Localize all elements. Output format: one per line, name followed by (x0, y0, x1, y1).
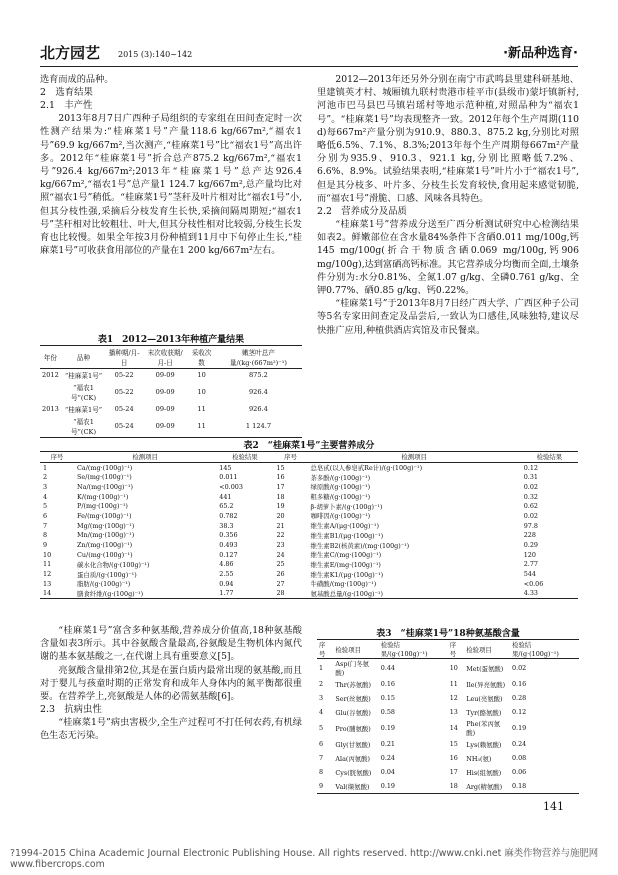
table2-cell: 6 (43, 511, 48, 520)
table2-cell: Se/(mg·(100g)⁻¹) (77, 473, 132, 482)
table3-cell: Cys(胱氨酸) (335, 768, 372, 777)
table3-row (317, 751, 579, 765)
table2-cell: 0.02 (523, 511, 538, 520)
table2-cell: 蛋白质/(g·(100g)⁻¹) (77, 570, 137, 579)
table2-cell: 茶多酚/(g·(100g)⁻¹) (310, 473, 371, 482)
table3-cell: Ala(丙氨酸) (335, 754, 371, 763)
table1-cell: 11 (197, 405, 206, 413)
table3-cell: 13 (449, 708, 458, 716)
left-column-top (40, 73, 302, 257)
table3-row (317, 765, 579, 779)
table3-cell: Arg(精氨酸) (466, 782, 503, 791)
table3-cell: 0.16 (511, 680, 527, 688)
table1-header-cell: 采收次数 (191, 349, 212, 367)
table1-cell: 926.4 (248, 405, 268, 413)
table2-header-cell: 检测项目 (401, 453, 427, 462)
table2-cell: 1.77 (219, 589, 234, 598)
table3-cell: 8 (319, 768, 324, 776)
table3-cell: 17 (449, 768, 458, 776)
table2-cell: 2.77 (523, 560, 538, 569)
table3-cell: 0.28 (511, 694, 527, 702)
table2-cell: 441 (219, 492, 232, 501)
table3-cell: 0.02 (511, 664, 527, 672)
table-2-body (40, 462, 578, 599)
table1-cell: “福农1号”(CK) (70, 418, 97, 436)
table2-cell: 27 (276, 579, 285, 588)
table2-cell: 97.8 (523, 521, 538, 530)
table2-cell: 0.127 (219, 550, 238, 559)
table-3-caption: 表3 “桂麻菜1号”18种氨基酸含量 (376, 629, 520, 639)
table-3 (317, 626, 579, 794)
table2-cell: 0.011 (219, 473, 238, 482)
table1-cell: “福农1号”(CK) (70, 384, 97, 402)
table1-cell: 10 (197, 388, 206, 396)
table2-header-cell: 检测项目 (132, 453, 158, 462)
table2-cell: β-胡萝卜素/(g·(100g)⁻¹) (310, 502, 383, 511)
table1-cell: 05-24 (114, 405, 134, 413)
table3-cell: 0.04 (380, 768, 395, 776)
table1-row (40, 415, 302, 438)
table2-cell: 3 (43, 482, 48, 491)
table3-cell: Val(缬氨酸) (335, 782, 370, 791)
table2-cell: 牛磺酸/(mg·(100g)⁻¹) (310, 580, 377, 589)
table3-cell: 6 (319, 740, 324, 748)
table3-cell: 0.15 (380, 694, 395, 702)
table1-cell: “桂麻菜1号” (64, 406, 103, 414)
table2-header-cell: 检验结果 (536, 453, 563, 462)
table1-cell: 2013 (42, 405, 59, 413)
table2-cell: 7 (43, 521, 48, 530)
table2-cell: Mg/(mg·(100g)⁻¹) (77, 521, 135, 530)
table3-cell: 15 (449, 740, 458, 748)
table2-cell: Zn/(mg·(100g)⁻¹) (77, 541, 133, 550)
table-1-body (40, 369, 302, 438)
table2-cell: 维生素B1/(μg·(100g)⁻¹) (310, 531, 384, 540)
journal-title: 北方园艺 (40, 44, 101, 62)
table1-header-cell: 播种期/月-日 (108, 349, 140, 367)
table2-cell: 0.12 (523, 463, 538, 472)
table2-header-cell: 序号 (284, 453, 297, 462)
citation: 2015 (3):140~142 (118, 50, 193, 59)
table2-cell: 绿原酸/(g·(100g)⁻¹) (310, 483, 371, 492)
table2-header-cell: 检验结果 (232, 453, 258, 462)
table2-row (40, 521, 578, 531)
table2-cell: Ca/(mg·(100g)⁻¹) (77, 463, 133, 472)
table2-cell: 维生素C/(mg·(100g)⁻¹) (310, 551, 382, 560)
table3-cell: 0.16 (380, 680, 395, 688)
table-1-header-row (40, 346, 302, 369)
table2-cell: 11 (43, 560, 52, 569)
intro-text: 选育而成的品种。 (40, 74, 114, 85)
table3-cell: 0.24 (380, 754, 395, 762)
table-3-header-row (317, 640, 579, 659)
table2-cell: 4.86 (219, 560, 234, 569)
table2-cell: 0.32 (523, 492, 538, 501)
table2-cell: 0.29 (523, 541, 538, 550)
table3-cell: Asp(门冬氨酸) (335, 660, 370, 677)
table3-cell: Thr(苏氨酸) (335, 680, 372, 689)
table-2-grid (40, 451, 578, 599)
table3-cell: 0.19 (380, 782, 395, 790)
table1-row (40, 403, 302, 415)
table2-cell: 8 (43, 531, 48, 540)
table1-header-cell: 嫩茎叶总产量/(kg·(667m²)⁻¹) (229, 349, 287, 367)
table2-cell: 2.55 (219, 570, 234, 579)
page-number: 141 (543, 800, 564, 813)
table3-cell: Ile(异亮氨酸) (466, 680, 506, 689)
table-2-caption: 表2 “桂麻菜1号”主要营养成分 (243, 441, 375, 451)
table1-cell: “桂麻菜1号” (64, 372, 103, 380)
right-paragraph-1: 2012—2013年还另外分别在南宁市武鸣县里建科研基地、里建镇英才村、城厢镇九联村贵港市桂平市(县级市)蒙圩镇新村,河池市巴马县巴马镇岩瑶村等地示范种植,对照品种为“福农1号”。“桂麻菜1号”均表现整齐一致。2012年每个生产周期(110 d)每667m²产量分别为910.9、880.3、875.2 kg,分别比对照略低6.5%、7.1%、8.3%;2013年每个生产周期每667m²产量分别为935.9、910.3、921.1 kg,分别比照略低7.2%、6.6%、8.9%。试验结果表明,“桂麻菜1号”叶片小于“福农1号”,但是其分枝多、叶片多、分枝生长发育较快,食用起来感觉韧脆,而“福农1号”滑脆、口感、风味各具特色。 (317, 74, 579, 204)
table3-cell: 5 (319, 724, 324, 732)
table2-cell: 145 (219, 463, 232, 472)
table2-cell: 19 (276, 502, 285, 511)
table2-cell: 2 (43, 473, 48, 482)
table2-cell: Na/(mg·(100g)⁻¹) (77, 482, 133, 491)
table2-cell: 0.782 (219, 511, 238, 520)
table1-cell: 09-09 (155, 371, 175, 379)
table2-cell: 12 (43, 570, 52, 579)
table3-cell: 0.19 (380, 724, 395, 732)
table2-cell: 120 (523, 550, 536, 559)
table3-row (317, 737, 579, 751)
table2-cell: 维生素E/(mg·(100g)⁻¹) (310, 560, 381, 569)
table2-cell: <0.003 (219, 482, 243, 491)
table1-row (40, 381, 302, 403)
table-1-caption: 表1 2012—2013年种植产量结果 (97, 335, 245, 345)
table3-cell: Met(蛋氨酸) (466, 664, 504, 673)
table-3-grid (317, 639, 579, 794)
table3-cell: 11 (449, 680, 458, 688)
table3-cell: Tyr(酪氨酸) (466, 708, 502, 717)
table1-cell: 10 (197, 371, 206, 379)
table1-header-cell: 末次收获期/月-日 (147, 349, 183, 367)
table1-cell: 05-22 (114, 388, 134, 396)
table2-cell: 粗多糖/(g·(100g)⁻¹) (310, 493, 371, 502)
table3-header-cell: 序号 (319, 641, 326, 658)
table1-cell: 2012 (42, 371, 59, 379)
table2-cell: P/(mg·(100g)⁻¹) (77, 502, 128, 511)
table3-header-cell: 检验项目 (466, 645, 492, 654)
right-column-top (317, 73, 579, 337)
table-2-header-row (40, 452, 578, 463)
table3-cell: 0.58 (380, 708, 395, 716)
table3-cell: 0.06 (511, 768, 527, 776)
table3-cell: 0.08 (511, 754, 527, 762)
table2-cell: 23 (276, 541, 285, 550)
table2-cell: 9 (43, 541, 48, 550)
table3-row (317, 719, 579, 737)
table2-cell: 22 (276, 531, 285, 540)
table3-cell: 2 (319, 680, 324, 688)
table2-row (40, 569, 578, 579)
amino-paragraph-1: “桂麻菜1号”富含多种氨基酸,营养成分价值高,18种氨基酸含量如表3所示。其中谷氨酸含量最高,谷氨酸是生物机体内氮代谢的基本氨基酸之一,在代谢上具有重要意义[5]。 (40, 625, 302, 663)
table2-cell: 维生素A/(μg·(100g)⁻¹) (310, 522, 379, 531)
section-2-1-heading: 2.1 丰产性 (40, 100, 93, 112)
table2-cell: 13 (43, 579, 52, 588)
table3-header-cell: 检验结果/(g·(100g)⁻¹) (380, 641, 428, 658)
table3-cell: 0.12 (511, 708, 527, 716)
table3-row (317, 779, 579, 794)
table2-cell: Mn/(mg·(100g)⁻¹) (77, 531, 135, 540)
section-2-heading: 2 选育结果 (40, 87, 93, 99)
table2-cell: Cu/(mg·(100g)⁻¹) (77, 550, 133, 559)
table2-cell: 28 (276, 589, 285, 598)
table1-cell: 09-09 (155, 422, 175, 430)
table1-cell: 09-09 (155, 405, 175, 413)
table3-cell: Lys(赖氨酸) (466, 740, 502, 749)
header-rule (40, 66, 578, 67)
table3-cell: 12 (449, 694, 458, 702)
table3-cell: 0.44 (380, 664, 395, 672)
table3-header-cell: 检验项目 (335, 645, 361, 654)
table3-cell: 0.24 (511, 740, 527, 748)
section-2-1-text: 2013年8月7日广西种子局组织的专家组在田间查定时一次性测产结果为:“桂麻菜1号”产量118.6 kg/667m²,“福农1号”69.9 kg/667m²,当次测产,“桂麻菜1号”比“福农1号”高出许多。2012年“桂麻菜1号”折合总产875.2 kg/667m²,“福农1号”926.4 kg/667m²;2013年“桂麻菜1号”总产达926.4 kg/667m²,“福农1号”总产量1 124.7 kg/667m²,总产量均比对照“福农1号”稍低。“桂麻菜1号”茎秆及叶片相对比“福农1号”小,但其分枝性强,采摘后分枝发育生长快,采摘间隔周期短;“福农1号”茎秆相对比较粗壮、叶大,但其分枝性相对比较弱,分枝生长发育也比较慢。如果全年按3月份种植到11月中下旬停止生长,“桂麻菜1号”可收获食用部位的产量在1 200 kg/667m²左右。 (40, 113, 302, 257)
table-3-body (317, 659, 579, 794)
table2-cell: 228 (523, 531, 536, 540)
table1-cell (40, 381, 61, 403)
table2-cell: 26 (276, 570, 285, 579)
table3-cell: 0.19 (511, 724, 527, 732)
table2-cell: 0.62 (523, 502, 538, 511)
table3-cell: His(组氨酸) (466, 768, 502, 777)
table2-cell: 4 (43, 492, 48, 501)
table3-cell: 3 (319, 694, 324, 702)
table2-cell: 0.94 (219, 579, 234, 588)
table2-cell: 4.33 (523, 589, 538, 598)
amino-paragraph-2: 亮氨酸含量排第2位,其是在蛋白质内最常出现的氨基酸,而且对于婴儿与孩童时期的正常发育和成年人身体内的氮平衡都很重要。在营养学上,亮氨酸是人体的必需氨基酸[6]。 (40, 664, 302, 703)
table2-cell: 0.493 (219, 541, 238, 550)
table3-cell: Phe(苯丙氨酸) (466, 720, 501, 737)
table3-cell: 0.21 (380, 740, 395, 748)
table-1-grid (40, 345, 302, 438)
table2-cell: 0.356 (219, 531, 238, 540)
table3-cell: 10 (449, 664, 458, 672)
table1-header-cell: 品种 (76, 354, 91, 362)
table3-row (317, 659, 579, 678)
table2-cell: 38.3 (219, 521, 234, 530)
table2-cell: 脂肪/(g·(100g)⁻¹) (77, 580, 131, 589)
table1-cell: 875.2 (248, 371, 268, 379)
table2-cell: 总皂甙(以人参皂甙Re计)/(g·(100g)⁻¹) (310, 464, 423, 473)
table2-row (40, 579, 578, 589)
table2-cell: Fe/(mg·(100g)⁻¹) (77, 511, 132, 520)
table3-cell: Ser(丝氨酸) (335, 694, 371, 703)
table2-cell: 20 (276, 511, 285, 520)
table3-row (317, 705, 579, 719)
table3-cell: 14 (449, 724, 458, 732)
table2-row (40, 462, 578, 472)
table2-cell: 5 (43, 502, 48, 511)
table1-cell: 05-24 (114, 422, 134, 430)
section-2-3-text: “桂麻菜1号”病虫害极少,全生产过程可不打任何农药,有机绿色生态无污染。 (40, 717, 302, 742)
table2-cell: <0.06 (523, 579, 544, 588)
right-paragraph-3: “桂麻菜1号”于2013年8月7日经广西大学、广西区种子公司等5名专家田间查定及品尝后,一致认为口感佳,风味独特,建议尽快推广应用,种植供酒店宾馆及市民餐桌。 (317, 298, 579, 336)
table3-cell: Glu(谷氨酸) (335, 708, 371, 717)
table3-header-cell: 检验结果/(g·(100g)⁻¹) (511, 641, 559, 658)
table2-cell: K/(mg·(100g)⁻¹) (77, 492, 129, 501)
table1-cell: 11 (197, 422, 206, 430)
table2-cell: 25 (276, 560, 285, 569)
table2-row (40, 589, 578, 599)
table2-row (40, 501, 578, 511)
table2-row (40, 492, 578, 502)
table2-cell: 0.02 (523, 482, 538, 491)
table2-row (40, 560, 578, 570)
table2-cell: 65.2 (219, 502, 234, 511)
table2-cell: 18 (276, 492, 285, 501)
table2-row (40, 482, 578, 492)
table2-cell: 544 (523, 570, 536, 579)
table3-row (317, 691, 579, 705)
table3-cell: Pro(脯氨酸) (335, 724, 371, 733)
table1-cell (40, 415, 61, 438)
table3-cell: NH₃(氨) (466, 754, 492, 763)
table1-cell: 09-09 (155, 388, 175, 396)
table3-cell: 4 (319, 708, 324, 716)
section-2-3-heading: 2.3 抗病虫性 (40, 704, 102, 716)
table2-cell: 10 (43, 550, 52, 559)
section-title: ·新品种选育· (503, 46, 578, 61)
table-2 (40, 438, 578, 599)
table2-row (40, 511, 578, 521)
table1-row (40, 369, 302, 382)
table3-cell: 9 (319, 782, 324, 790)
table2-cell: 膳食纤维/(g·(100g)⁻¹) (77, 589, 144, 598)
table3-cell: Leu(亮氨酸) (466, 694, 503, 703)
table2-header-cell: 序号 (50, 453, 64, 462)
table3-cell: 0.18 (511, 782, 527, 790)
table2-row (40, 531, 578, 541)
section-2-2-heading: 2.2 营养成分及品质 (317, 206, 407, 218)
table3-cell: Gly(甘氨酸) (335, 740, 371, 749)
table3-cell: 16 (449, 754, 458, 762)
table2-cell: 维生素K1/(μg·(100g)⁻¹) (310, 570, 384, 579)
table2-cell: 氨基酸总量/(g·(100g)⁻¹) (310, 589, 383, 598)
footer-copyright: ?1994-2015 China Academic Journal Electronic Publishing House. All rights reserved. http://www.cnki.net 麻类作物营养与施肥网 www.fibercrops.com (10, 848, 599, 870)
table1-cell: 1 124.7 (245, 422, 272, 430)
table2-cell: 碳水化合物/(g·(100g)⁻¹) (77, 560, 150, 569)
table3-cell: 18 (449, 782, 458, 790)
table2-cell: 咖啡因/(g·(100g)⁻¹) (310, 512, 371, 521)
table3-row (317, 677, 579, 691)
table3-header-cell: 序号 (449, 641, 457, 658)
table2-row (40, 550, 578, 560)
table2-cell: 维生素B2(核黄素)/(mg·(100g)⁻¹) (310, 541, 410, 550)
table2-cell: 14 (43, 589, 52, 598)
section-2-2-text: “桂麻菜1号”营养成分送至广西分析测试研究中心检测结果如表2。鲜嫩部位在含水量84%条件下含硒0.011 mg/100g,钙145 mg/100g(折合干物质含硒0.069 mg/100g,钙906 mg/100g),达到富硒高钙标准。其它营养成分均衡而全面,土壤条件分别为:水分0.81%、全氮1.07 g/kg、全磷0.761 g/kg、全钾0.77%、硒0.85 g/kg、钙0.22%。 (317, 219, 579, 297)
table-1 (40, 332, 302, 438)
table1-cell: 926.4 (248, 388, 268, 396)
table2-row (40, 472, 578, 482)
table2-cell: 0.31 (523, 473, 538, 482)
table2-cell: 21 (276, 521, 285, 530)
table2-cell: 24 (276, 550, 285, 559)
table1-cell: 05-22 (114, 371, 134, 379)
table3-cell: 1 (319, 664, 324, 672)
table3-cell: 7 (319, 754, 324, 762)
table2-cell: 15 (276, 463, 285, 472)
left-column-bottom (40, 624, 302, 743)
table2-cell: 1 (43, 463, 48, 472)
table2-cell: 16 (276, 473, 285, 482)
table1-header-cell: 年份 (43, 354, 57, 362)
table2-cell: 17 (276, 482, 285, 491)
table2-row (40, 540, 578, 550)
